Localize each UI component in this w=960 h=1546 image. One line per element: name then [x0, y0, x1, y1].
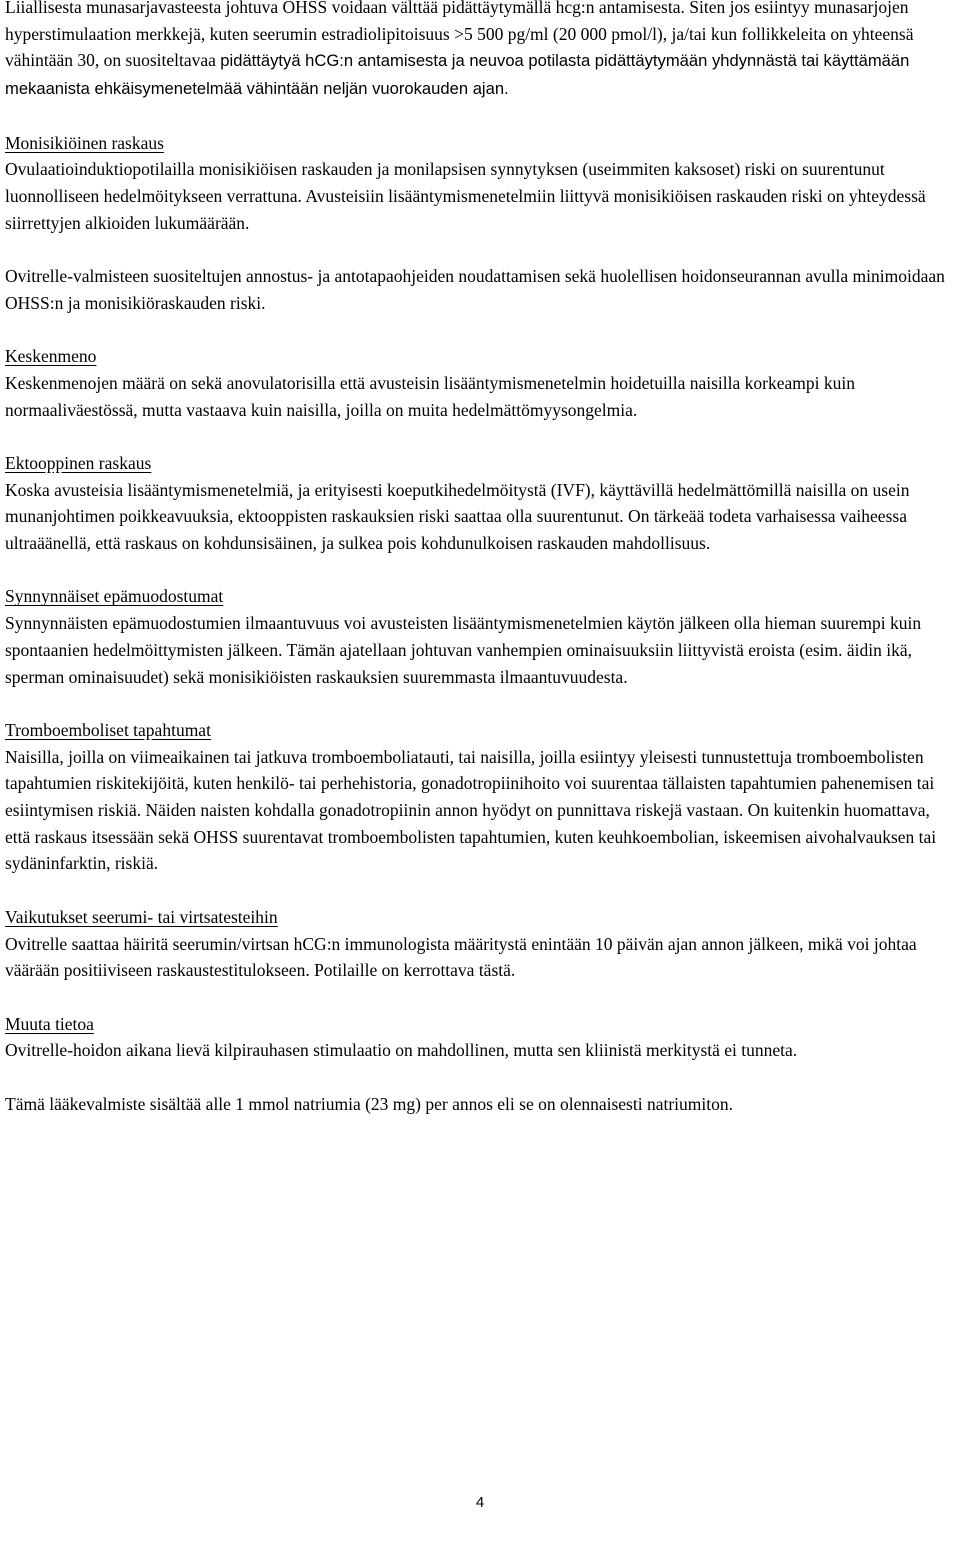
page-number: 4 [475, 1494, 485, 1511]
section-ovitrelle-dosing-note [5, 263, 955, 316]
section-paragraph: Ovitrelle-valmisteen suositeltujen annostus- ja antotapaohjeiden noudattamisen sekä huolellisen hoidonseurannan avulla minimoidaan OHSS:n ja monisikiöraskauden riski. [5, 266, 945, 313]
section-paragraph: Ovulaatioinduktiopotilailla monisikiöisen raskauden ja monilapsisen synnytyksen (useimmiten kaksoset) riski on suurentunut luonnolliseen hedelmöitykseen verrattuna. Avusteisiin lisääntymismenetelmiin liittyvä monisikiöisen raskauden riski on yhteydessä siirrettyjen alkioiden lukumäärään. [5, 159, 926, 233]
intro-paragraph [5, 0, 955, 103]
section-vaikutukset-testeihin [5, 904, 955, 984]
section-keskenmeno [5, 343, 955, 423]
section-heading: Keskenmeno [5, 346, 97, 367]
section-paragraph: Koska avusteisia lisääntymismenetelmiä, ja erityisesti koeputkihedelmöitystä (IVF), käyttävillä hedelmättömillä naisilla on usein munanjohtimen poikkeavuuksia, ektooppisten raskauksien riski saattaa olla suurentunut. On tärkeää todeta varhaisessa vaiheessa ultraäänellä, että raskaus on kohdunsisäinen, ja sulkea pois kohdunulkoisen raskauden mahdollisuus. [5, 479, 910, 553]
section-heading: Synnynnäiset epämuodostumat [5, 586, 224, 607]
section-paragraph: Tämä lääkevalmiste sisältää alle 1 mmol natriumia (23 mg) per annos eli se on olennaisesti natriumiton. [5, 1093, 733, 1114]
section-heading: Ektooppinen raskaus [5, 452, 152, 473]
section-paragraph: Ovitrelle-hoidon aikana lievä kilpirauhasen stimulaatio on mahdollinen, mutta sen kliinistä merkitystä ei tunneta. [5, 1040, 798, 1061]
section-heading: Monisikiöinen raskaus [5, 132, 164, 153]
section-paragraph: Naisilla, joilla on viimeaikainen tai jatkuva tromboemboliatauti, tai naisilla, joilla esiintyy yleisesti tunnustettuja tromboembolisten tapahtumien riskitekijöitä, kuten henkilö- tai perhehistoria, gonadotropiinihoito voi suurentaa tällaisten tapahtumien pahenemisen tai esiintymisen riskiä. Näiden naisten kohdalla gonadotropiinin annon hyödyt on punnittava riskejä vastaan. On kuitenkin huomattava, että raskaus itsessään sekä OHSS suurentavat tromboembolisten tapahtumien, kuten keuhkoembolian, iskeemisen aivohalvauksen tai sydäninfarktin, riskiä. [5, 746, 937, 874]
section-tromboemboliset-tapahtumat [5, 717, 955, 877]
intro-serif-text: Liiallisesta munasarjavasteesta johtuva OHSS voidaan välttää pidättäytymällä hcg:n antamisesta. Siten jos esiintyy munasarjojen hyperstimulaation merkkejä, kuten seerumin estradiolipitoisuus >5 500 pg/ml (20 000 pmol/l), ja/tai kun follikkeleita on yhteensä vähintään 30, on suositeltavaa [5, 0, 914, 71]
section-muuta-tietoa [5, 1011, 955, 1064]
intro-sans-text: pidättäytyä hCG:n antamisesta ja neuvoa potilasta pidättäytymään yhdynnästä tai käyttämään mekaanista ehkäisymenetelmää vähintään neljän vuorokauden ajan. [5, 51, 910, 99]
document-page [5, 0, 955, 1117]
section-heading: Vaikutukset seerumi- tai virtsatesteihin [5, 906, 278, 927]
section-monisikioinen-raskaus [5, 130, 955, 237]
section-synnynnaiset-epamuodostumat [5, 583, 955, 690]
section-natrium-note [5, 1091, 955, 1118]
section-heading: Muuta tietoa [5, 1013, 94, 1034]
section-heading: Tromboemboliset tapahtumat [5, 719, 211, 740]
section-paragraph: Ovitrelle saattaa häiritä seerumin/virtsan hCG:n immunologista määritystä enintään 10 päivän ajan annon jälkeen, mikä voi johtaa väärään positiiviseen raskaustestitulokseen. Potilaille on kerrottava tästä. [5, 933, 917, 981]
section-paragraph: Keskenmenojen määrä on sekä anovulatorisilla että avusteisin lisääntymismenetelmin hoidetuilla naisilla korkeampi kuin normaaliväestössä, mutta vastaava kuin naisilla, joilla on muita hedelmättömyysongelmia. [5, 372, 855, 420]
section-ektooppinen-raskaus [5, 450, 955, 557]
section-paragraph: Synnynnäisten epämuodostumien ilmaantuvuus voi avusteisten lisääntymismenetelmien käytön jälkeen olla hieman suurempi kuin spontaanien hedelmöittymisten jälkeen. Tämän ajatellaan johtuvan vanhempien ominaisuuksiin liittyvistä eroista (esim. äidin ikä, sperman ominaisuudet) sekä monisikiöisten raskauksien suuremmasta ilmaantuvuudesta. [5, 613, 922, 687]
